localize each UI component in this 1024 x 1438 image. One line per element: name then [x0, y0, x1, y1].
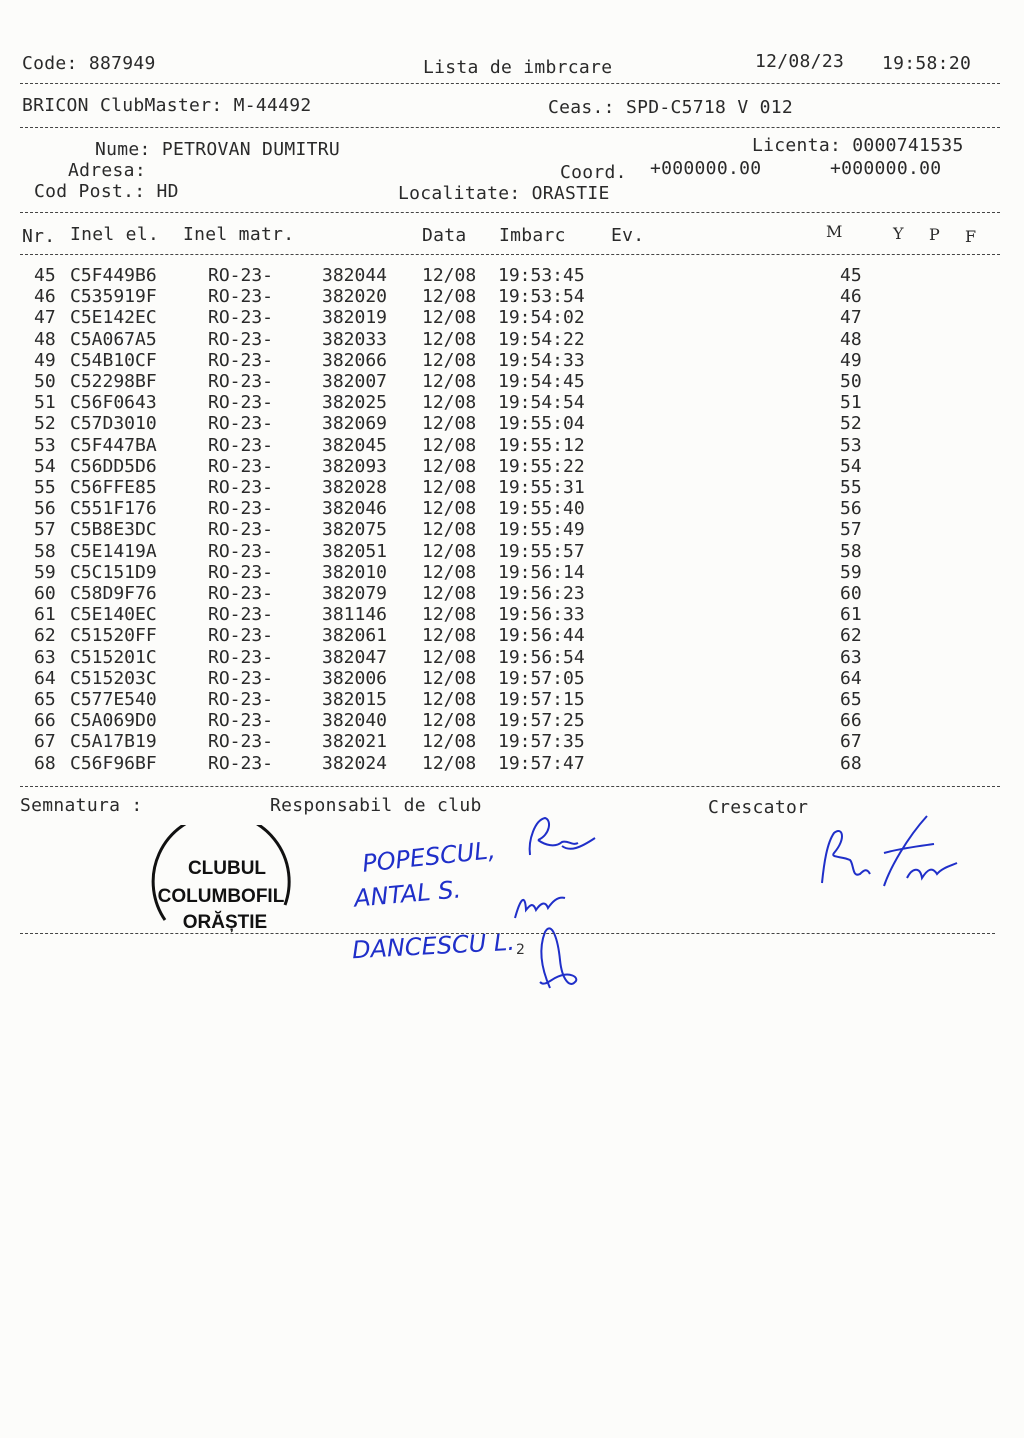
row-ring-el: C52298BF — [70, 371, 157, 392]
row-ring-prefix: RO-23- — [208, 455, 274, 477]
table-row — [0, 435, 1024, 456]
divider — [20, 212, 1000, 213]
table-row — [0, 731, 1024, 752]
row-ring-prefix: RO-23- — [208, 689, 274, 710]
row-m: 67 — [840, 731, 862, 753]
stamp-line-3: ORĂȘTIE — [182, 912, 268, 933]
owner-address: Adresa: — [68, 160, 146, 181]
row-ring-el: C5A067A5 — [70, 328, 157, 350]
row-nr: 48 — [34, 328, 56, 350]
document-title: Lista de imbrcare — [423, 57, 613, 78]
table-row — [0, 329, 1024, 350]
row-nr: 53 — [34, 434, 56, 456]
row-ring-el: C54B10CF — [70, 349, 157, 371]
row-ring-prefix: RO-23- — [208, 646, 274, 668]
col-y: Y — [893, 224, 904, 243]
row-nr: 60 — [34, 583, 56, 604]
handwritten-name-3: DANCESCU L. — [351, 927, 516, 965]
table-row — [0, 413, 1024, 434]
row-ring-el: C56FFE85 — [70, 477, 157, 498]
row-ring-el: C5E142EC — [70, 307, 157, 329]
table-row — [0, 371, 1024, 392]
row-date: 12/08 — [422, 265, 477, 286]
row-ring-el: C58D9F76 — [70, 583, 157, 604]
row-m: 55 — [840, 477, 862, 498]
row-time: 19:55:57 — [498, 540, 585, 562]
row-time: 19:53:54 — [498, 286, 585, 308]
row-m: 54 — [840, 455, 862, 477]
row-ring-matr: 382033 — [322, 328, 388, 350]
row-ring-el: C5F449B6 — [70, 265, 157, 286]
row-nr: 54 — [34, 455, 56, 477]
row-ring-matr: 382020 — [322, 286, 388, 308]
row-ring-prefix: RO-23- — [208, 625, 274, 647]
divider — [20, 254, 1000, 255]
clubmaster-id: BRICON ClubMaster: M-44492 — [22, 95, 312, 116]
row-ring-prefix: RO-23- — [208, 328, 274, 350]
col-ring-el: Inel el. — [70, 224, 160, 245]
table-row — [0, 668, 1024, 689]
row-m: 59 — [840, 561, 862, 583]
row-date: 12/08 — [422, 307, 477, 329]
table-row — [0, 583, 1024, 604]
row-nr: 49 — [34, 349, 56, 371]
row-m: 63 — [840, 646, 862, 668]
divider — [20, 83, 1000, 84]
row-time: 19:55:49 — [498, 519, 585, 541]
row-date: 12/08 — [422, 498, 477, 520]
table-row — [0, 307, 1024, 328]
col-imbarc: Imbarc — [499, 225, 566, 246]
row-date: 12/08 — [422, 328, 477, 350]
row-ring-prefix: RO-23- — [208, 540, 274, 562]
row-m: 58 — [840, 540, 862, 562]
row-ring-matr: 382025 — [322, 392, 388, 414]
row-m: 57 — [840, 519, 862, 541]
row-nr: 62 — [34, 625, 56, 647]
row-date: 12/08 — [422, 625, 477, 647]
row-m: 45 — [840, 265, 862, 286]
row-m: 51 — [840, 392, 862, 414]
row-ring-prefix: RO-23- — [208, 286, 274, 308]
row-nr: 61 — [34, 604, 56, 626]
divider — [20, 786, 1000, 787]
row-ring-el: C5F447BA — [70, 434, 157, 456]
row-nr: 65 — [34, 689, 56, 710]
row-date: 12/08 — [422, 434, 477, 456]
row-nr: 67 — [34, 731, 56, 753]
table-row — [0, 392, 1024, 413]
stamp-line-2: COLUMBOFIL — [157, 886, 285, 907]
table-row — [0, 689, 1024, 710]
col-nr: Nr. — [22, 226, 56, 247]
row-date: 12/08 — [422, 561, 477, 583]
row-ring-matr: 382040 — [322, 710, 388, 732]
row-ring-prefix: RO-23- — [208, 667, 274, 689]
col-date: Data — [422, 225, 467, 246]
row-nr: 59 — [34, 561, 56, 583]
row-m: 60 — [840, 583, 862, 604]
row-time: 19:54:33 — [498, 349, 585, 371]
row-time: 19:55:31 — [498, 477, 585, 498]
row-nr: 46 — [34, 286, 56, 308]
row-ring-el: C57D3010 — [70, 413, 157, 435]
table-row — [0, 541, 1024, 562]
row-nr: 55 — [34, 477, 56, 498]
row-ring-prefix: RO-23- — [208, 413, 274, 435]
row-m: 49 — [840, 349, 862, 371]
coord-y: +000000.00 — [830, 158, 942, 179]
row-m: 65 — [840, 689, 862, 710]
row-time: 19:55:04 — [498, 413, 585, 435]
row-date: 12/08 — [422, 455, 477, 477]
row-nr: 63 — [34, 646, 56, 668]
row-date: 12/08 — [422, 371, 477, 392]
table-row — [0, 477, 1024, 498]
row-date: 12/08 — [422, 689, 477, 710]
row-time: 19:54:45 — [498, 371, 585, 392]
handwritten-name-1: POPESCUL, — [360, 836, 497, 878]
row-time: 19:57:35 — [498, 731, 585, 753]
club-responsible-label: Responsabil de club — [270, 795, 482, 816]
row-ring-el: C56F96BF — [70, 752, 157, 774]
row-m: 64 — [840, 667, 862, 689]
row-ring-matr: 382010 — [322, 561, 388, 583]
coord-x: +000000.00 — [650, 158, 762, 179]
row-ring-matr: 382019 — [322, 307, 388, 329]
row-time: 19:55:12 — [498, 434, 585, 456]
table-row — [0, 286, 1024, 307]
row-time: 19:56:44 — [498, 625, 585, 647]
row-ring-prefix: RO-23- — [208, 434, 274, 456]
handwritten-suffix: 2 — [516, 942, 525, 958]
table-row — [0, 350, 1024, 371]
row-m: 61 — [840, 604, 862, 626]
row-ring-el: C551F176 — [70, 498, 157, 520]
col-ring-matr: Inel matr. — [183, 224, 295, 245]
row-time: 19:54:22 — [498, 328, 585, 350]
row-nr: 45 — [34, 265, 56, 286]
breeder-signature — [812, 808, 972, 898]
row-date: 12/08 — [422, 519, 477, 541]
print-time: 19:58:20 — [882, 53, 972, 74]
row-ring-matr: 382075 — [322, 519, 388, 541]
divider — [20, 127, 1000, 128]
locality: Localitate: ORASTIE — [398, 183, 610, 204]
row-date: 12/08 — [422, 413, 477, 435]
row-date: 12/08 — [422, 583, 477, 604]
row-time: 19:53:45 — [498, 265, 585, 286]
col-m: M — [826, 222, 843, 241]
row-date: 12/08 — [422, 646, 477, 668]
row-ring-matr: 382051 — [322, 540, 388, 562]
row-m: 56 — [840, 498, 862, 520]
row-ring-matr: 382066 — [322, 349, 388, 371]
row-time: 19:54:54 — [498, 392, 585, 414]
table-row — [0, 647, 1024, 668]
row-ring-matr: 382015 — [322, 689, 388, 710]
stamp-circle — [145, 825, 295, 937]
col-p: P — [929, 225, 941, 244]
row-ring-matr: 382024 — [322, 752, 388, 774]
row-time: 19:56:33 — [498, 604, 585, 626]
row-ring-matr: 382045 — [322, 434, 388, 456]
breeder-label: Crescator — [708, 797, 809, 818]
row-ring-el: C5A17B19 — [70, 731, 157, 753]
row-ring-prefix: RO-23- — [208, 604, 274, 626]
row-ring-matr: 382069 — [322, 413, 388, 435]
row-ring-el: C535919F — [70, 286, 157, 308]
row-nr: 47 — [34, 307, 56, 329]
row-ring-prefix: RO-23- — [208, 519, 274, 541]
row-time: 19:57:15 — [498, 689, 585, 710]
table-row — [0, 710, 1024, 731]
row-ring-prefix: RO-23- — [208, 392, 274, 414]
row-m: 47 — [840, 307, 862, 329]
postcode: Cod Post.: HD — [34, 181, 179, 202]
row-time: 19:55:22 — [498, 455, 585, 477]
col-ev: Ev. — [611, 225, 645, 246]
row-date: 12/08 — [422, 286, 477, 308]
row-ring-el: C515203C — [70, 667, 157, 689]
row-date: 12/08 — [422, 477, 477, 498]
table-row — [0, 562, 1024, 583]
row-nr: 58 — [34, 540, 56, 562]
row-time: 19:56:14 — [498, 561, 585, 583]
row-nr: 52 — [34, 413, 56, 435]
table-row — [0, 265, 1024, 286]
row-ring-prefix: RO-23- — [208, 731, 274, 753]
row-ring-matr: 382079 — [322, 583, 388, 604]
clock-id: Ceas.: SPD-C5718 V 012 — [548, 97, 794, 118]
row-ring-matr: 382007 — [322, 371, 388, 392]
license-number: Licenta: 0000741535 — [752, 135, 964, 156]
row-nr: 64 — [34, 667, 56, 689]
row-ring-matr: 382044 — [322, 265, 388, 286]
row-ring-prefix: RO-23- — [208, 265, 274, 286]
row-date: 12/08 — [422, 540, 477, 562]
row-m: 66 — [840, 710, 862, 732]
row-time: 19:57:05 — [498, 667, 585, 689]
row-ring-prefix: RO-23- — [208, 583, 274, 604]
table-row — [0, 753, 1024, 774]
row-date: 12/08 — [422, 710, 477, 732]
row-ring-matr: 381146 — [322, 604, 388, 626]
row-ring-matr: 382093 — [322, 455, 388, 477]
row-ring-el: C577E540 — [70, 689, 157, 710]
responsible-signatures — [500, 810, 610, 995]
handwritten-name-2: ANTAL S. — [352, 875, 463, 913]
row-ring-el: C5B8E3DC — [70, 519, 157, 541]
row-time: 19:57:25 — [498, 710, 585, 732]
row-time: 19:56:54 — [498, 646, 585, 668]
table-row — [0, 456, 1024, 477]
row-time: 19:54:02 — [498, 307, 585, 329]
code-label: Code: 887949 — [22, 53, 156, 74]
row-ring-matr: 382047 — [322, 646, 388, 668]
row-ring-prefix: RO-23- — [208, 710, 274, 732]
row-ring-prefix: RO-23- — [208, 752, 274, 774]
table-row — [0, 498, 1024, 519]
row-m: 53 — [840, 434, 862, 456]
col-f: F — [965, 227, 977, 246]
row-ring-prefix: RO-23- — [208, 498, 274, 520]
table-row — [0, 604, 1024, 625]
signature-label: Semnatura : — [20, 795, 143, 816]
row-time: 19:55:40 — [498, 498, 585, 520]
club-stamp — [145, 825, 295, 937]
row-m: 62 — [840, 625, 862, 647]
row-nr: 50 — [34, 371, 56, 392]
row-nr: 51 — [34, 392, 56, 414]
row-date: 12/08 — [422, 731, 477, 753]
row-ring-prefix: RO-23- — [208, 307, 274, 329]
row-ring-el: C5E140EC — [70, 604, 157, 626]
row-ring-matr: 382046 — [322, 498, 388, 520]
row-ring-matr: 382061 — [322, 625, 388, 647]
row-ring-el: C56F0643 — [70, 392, 157, 414]
table-row — [0, 625, 1024, 646]
row-ring-el: C5A069D0 — [70, 710, 157, 732]
row-nr: 56 — [34, 498, 56, 520]
row-ring-matr: 382028 — [322, 477, 388, 498]
row-date: 12/08 — [422, 604, 477, 626]
row-ring-el: C56DD5D6 — [70, 455, 157, 477]
divider — [20, 933, 995, 934]
row-ring-prefix: RO-23- — [208, 561, 274, 583]
row-m: 48 — [840, 328, 862, 350]
row-nr: 66 — [34, 710, 56, 732]
row-date: 12/08 — [422, 349, 477, 371]
row-m: 46 — [840, 286, 862, 308]
print-date: 12/08/23 — [755, 51, 845, 72]
row-time: 19:57:47 — [498, 752, 585, 774]
row-ring-prefix: RO-23- — [208, 371, 274, 392]
row-nr: 68 — [34, 752, 56, 774]
row-ring-prefix: RO-23- — [208, 477, 274, 498]
row-m: 50 — [840, 371, 862, 392]
row-date: 12/08 — [422, 752, 477, 774]
row-ring-el: C515201C — [70, 646, 157, 668]
row-ring-el: C5E1419A — [70, 540, 157, 562]
row-m: 52 — [840, 413, 862, 435]
table-row — [0, 519, 1024, 540]
owner-name: Nume: PETROVAN DUMITRU — [95, 139, 341, 160]
row-ring-matr: 382021 — [322, 731, 388, 753]
coord-label: Coord. — [560, 162, 627, 183]
row-m: 68 — [840, 752, 862, 774]
row-date: 12/08 — [422, 667, 477, 689]
row-date: 12/08 — [422, 392, 477, 414]
row-ring-prefix: RO-23- — [208, 349, 274, 371]
row-ring-el: C51520FF — [70, 625, 157, 647]
row-ring-el: C5C151D9 — [70, 561, 157, 583]
row-ring-matr: 382006 — [322, 667, 388, 689]
row-nr: 57 — [34, 519, 56, 541]
row-time: 19:56:23 — [498, 583, 585, 604]
stamp-line-1: CLUBUL — [187, 858, 267, 879]
